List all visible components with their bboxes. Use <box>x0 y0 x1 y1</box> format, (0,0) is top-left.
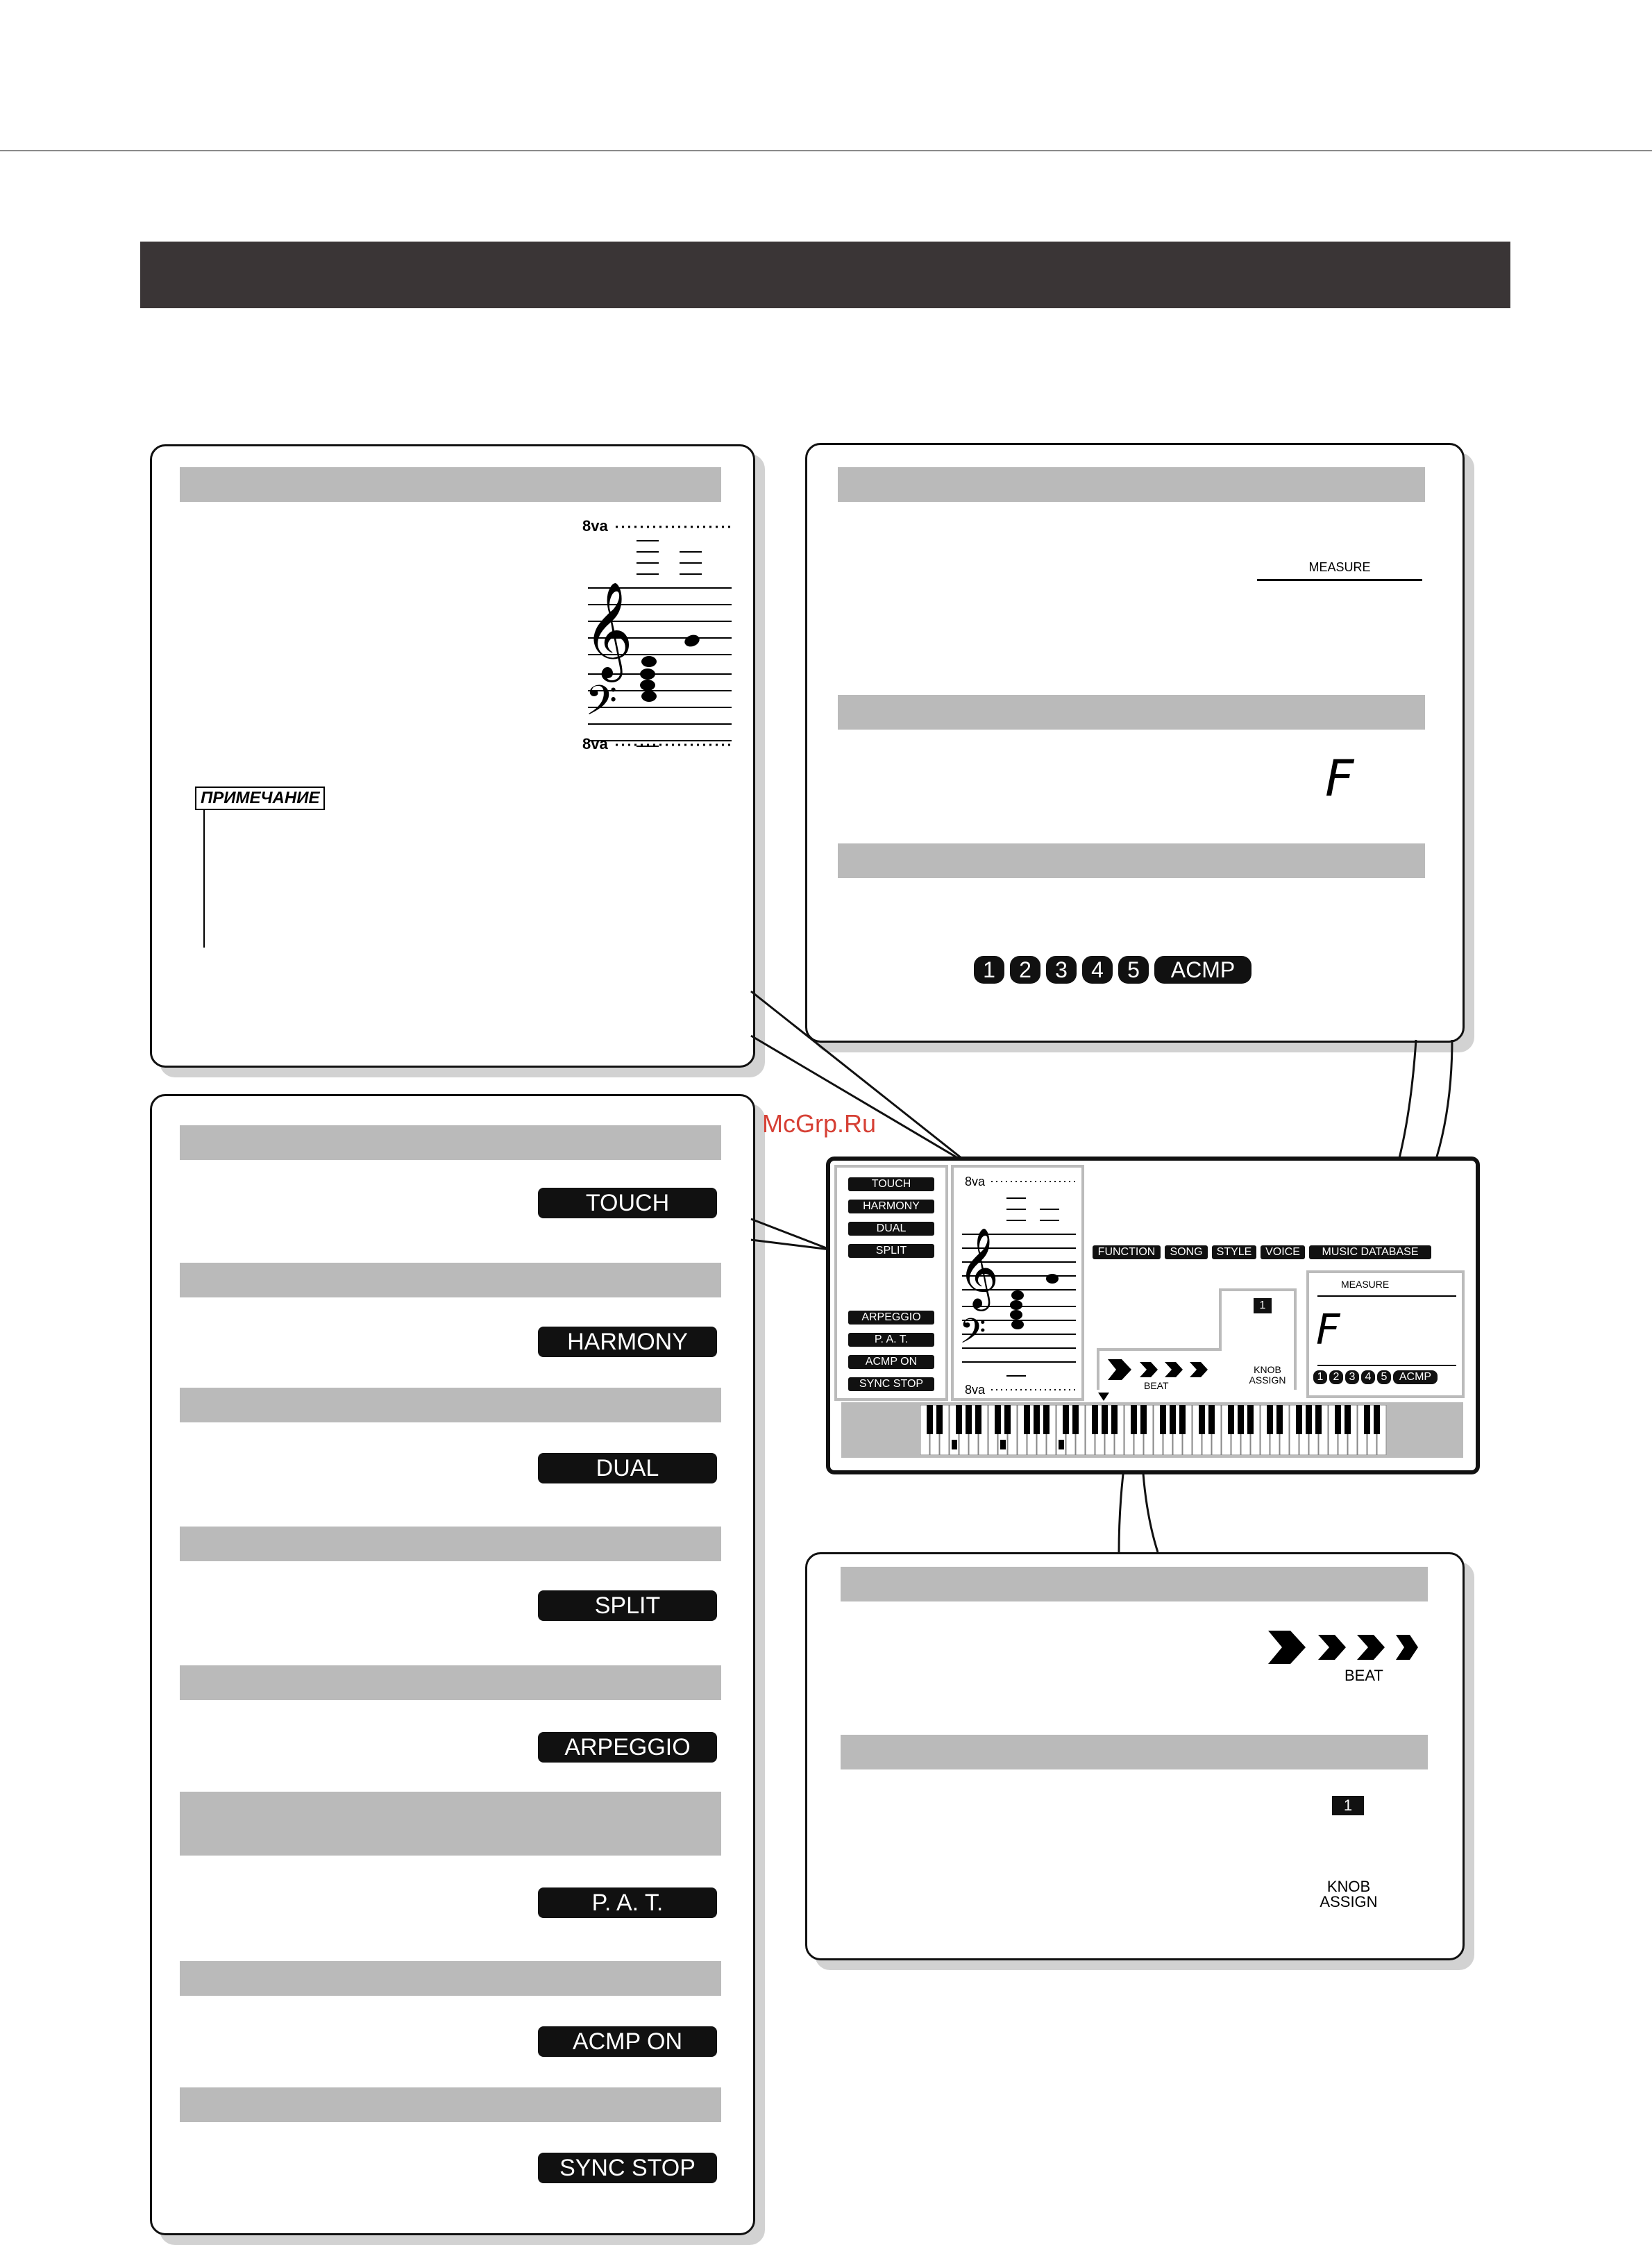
bass-clef-icon: 𝄢 <box>585 676 618 734</box>
lcd-dual: DUAL <box>848 1222 934 1236</box>
lcd-pat: P. A. T. <box>848 1333 934 1347</box>
dual-indicator: DUAL <box>538 1453 717 1483</box>
lcd-track-3: 3 <box>1345 1370 1359 1384</box>
lcd-mode-voice: VOICE <box>1261 1245 1305 1259</box>
black-key <box>1140 1405 1147 1434</box>
lcd-knob-number: 1 <box>1254 1298 1272 1313</box>
black-key <box>1170 1405 1176 1434</box>
black-key <box>1238 1405 1244 1434</box>
lcd-mode-row <box>1093 1245 1431 1259</box>
lcd-mode-song: SONG <box>1165 1245 1208 1259</box>
acmp-on-indicator: ACMP ON <box>538 2026 717 2057</box>
watermark: McGrp.Ru <box>762 1109 877 1138</box>
lcd-staff-area <box>951 1165 1084 1401</box>
lcd-touch: TOUCH <box>848 1177 934 1191</box>
black-key <box>1072 1405 1079 1434</box>
track-3: 3 <box>1046 956 1077 984</box>
key-marker <box>1000 1440 1006 1449</box>
knob-heading-bar <box>841 1735 1428 1769</box>
track-4: 4 <box>1082 956 1113 984</box>
black-key <box>1111 1405 1118 1434</box>
lcd-mode-music-database: MUSIC DATABASE <box>1309 1245 1431 1259</box>
lcd-octave-up: 8va <box>965 1175 986 1188</box>
lcd-octave-down: 8va <box>965 1383 986 1397</box>
lcd-display <box>826 1157 1480 1474</box>
black-key <box>927 1405 933 1434</box>
treble-clef-icon: 𝄞 <box>584 582 633 678</box>
black-key <box>1063 1405 1069 1434</box>
black-key <box>995 1405 1001 1434</box>
split-indicator: SPLIT <box>538 1590 717 1621</box>
black-key <box>1004 1405 1011 1434</box>
lcd-track-row <box>1313 1370 1438 1384</box>
track-5: 5 <box>1118 956 1149 984</box>
black-key <box>1276 1405 1283 1434</box>
black-key <box>1160 1405 1166 1434</box>
black-key <box>1296 1405 1302 1434</box>
beat-big-arrow-2-icon <box>1318 1635 1346 1660</box>
lcd-indicator-column <box>834 1165 948 1401</box>
beat-label: BEAT <box>1345 1667 1383 1684</box>
octave-up-label: 8va <box>582 517 608 535</box>
beat-arrow-4-icon <box>1190 1362 1208 1377</box>
lcd-track-rule <box>1317 1365 1456 1366</box>
beat-arrow-2-icon <box>1140 1362 1158 1377</box>
black-key <box>1131 1405 1137 1434</box>
black-key <box>1306 1405 1312 1434</box>
black-key <box>936 1405 943 1434</box>
lcd-mode-style: STYLE <box>1212 1245 1256 1259</box>
lcd-bass-clef-icon: 𝄢 <box>959 1311 986 1360</box>
lcd-keyboard-strip <box>841 1402 1463 1458</box>
measure-label: MEASURE <box>1257 560 1422 581</box>
black-key <box>1024 1405 1030 1434</box>
lcd-track-2: 2 <box>1329 1370 1343 1384</box>
lcd-measure-rule <box>1317 1295 1456 1297</box>
black-key <box>975 1405 981 1434</box>
beat-big-arrow-1-icon <box>1268 1631 1306 1664</box>
harmony-indicator: HARMONY <box>538 1327 717 1357</box>
black-key <box>956 1405 962 1434</box>
lcd-measure-area <box>1306 1270 1465 1398</box>
lcd-treble-clef-icon: 𝄞 <box>958 1227 1000 1308</box>
beat-arrow-3-icon <box>1165 1362 1183 1377</box>
lcd-measure-label: MEASURE <box>1341 1279 1390 1290</box>
lcd-track-5: 5 <box>1377 1370 1391 1384</box>
touch-indicator: TOUCH <box>538 1188 717 1218</box>
track-2: 2 <box>1010 956 1040 984</box>
lcd-arpeggio: ARPEGGIO <box>848 1311 934 1325</box>
pat-indicator: P. A. T. <box>538 1887 717 1918</box>
lcd-split: SPLIT <box>848 1244 934 1258</box>
note-tag: ПРИМЕЧАНИЕ <box>195 787 325 810</box>
black-key <box>1228 1405 1234 1434</box>
black-key <box>1345 1405 1351 1434</box>
lcd-segment-glyph: F <box>1316 1306 1340 1354</box>
lcd-keyboard <box>920 1405 1387 1455</box>
black-key <box>1043 1405 1050 1434</box>
lcd-sync-stop: SYNC STOP <box>848 1377 934 1391</box>
lcd-harmony: HARMONY <box>848 1200 934 1213</box>
black-key <box>1208 1405 1215 1434</box>
knob-assign-line2: ASSIGN <box>1320 1893 1378 1910</box>
lcd-knob-assign: KNOB ASSIGN <box>1249 1364 1286 1386</box>
black-key <box>1335 1405 1341 1434</box>
black-key <box>1092 1405 1098 1434</box>
track-acmp: ACMP <box>1154 956 1251 984</box>
black-key <box>1374 1405 1380 1434</box>
black-key <box>1034 1405 1040 1434</box>
lcd-track-acmp: ACMP <box>1393 1370 1438 1384</box>
key-marker <box>1059 1440 1064 1449</box>
black-key <box>1199 1405 1205 1434</box>
beat-arrows <box>1267 1628 1419 1667</box>
lcd-beat-label: BEAT <box>1144 1380 1169 1391</box>
lcd-beat-knob-area <box>1097 1263 1297 1391</box>
track-1: 1 <box>974 956 1004 984</box>
lcd-beat-arrows <box>1106 1358 1211 1381</box>
black-key <box>1267 1405 1273 1434</box>
beat-big-arrow-3-icon <box>1357 1635 1385 1660</box>
beat-knob-panel <box>805 1552 1465 1960</box>
knob-assign-label <box>1308 1879 1389 1910</box>
segment-glyph: F <box>1325 749 1354 807</box>
key-marker <box>952 1440 957 1449</box>
black-key <box>1179 1405 1186 1434</box>
black-key <box>966 1405 972 1434</box>
knob-number-badge: 1 <box>1332 1796 1364 1815</box>
lcd-acmp-on: ACMP ON <box>848 1355 934 1369</box>
beat-heading-bar <box>841 1567 1428 1601</box>
lcd-mode-function: FUNCTION <box>1093 1245 1161 1259</box>
black-key <box>1364 1405 1370 1434</box>
split-point-marker-icon <box>1098 1393 1109 1401</box>
octave-down-label: 8va <box>582 735 608 752</box>
knob-assign-line1: KNOB <box>1326 1878 1371 1895</box>
lcd-track-1: 1 <box>1313 1370 1327 1384</box>
black-key <box>1247 1405 1254 1434</box>
beat-big-arrow-4-icon <box>1396 1635 1418 1660</box>
black-key <box>1315 1405 1322 1434</box>
sync-stop-indicator: SYNC STOP <box>538 2153 717 2183</box>
arpeggio-indicator: ARPEGGIO <box>538 1732 717 1763</box>
beat-arrow-1-icon <box>1108 1359 1131 1380</box>
lcd-staff <box>954 1168 1081 1398</box>
lcd-track-4: 4 <box>1361 1370 1375 1384</box>
black-key <box>1102 1405 1108 1434</box>
